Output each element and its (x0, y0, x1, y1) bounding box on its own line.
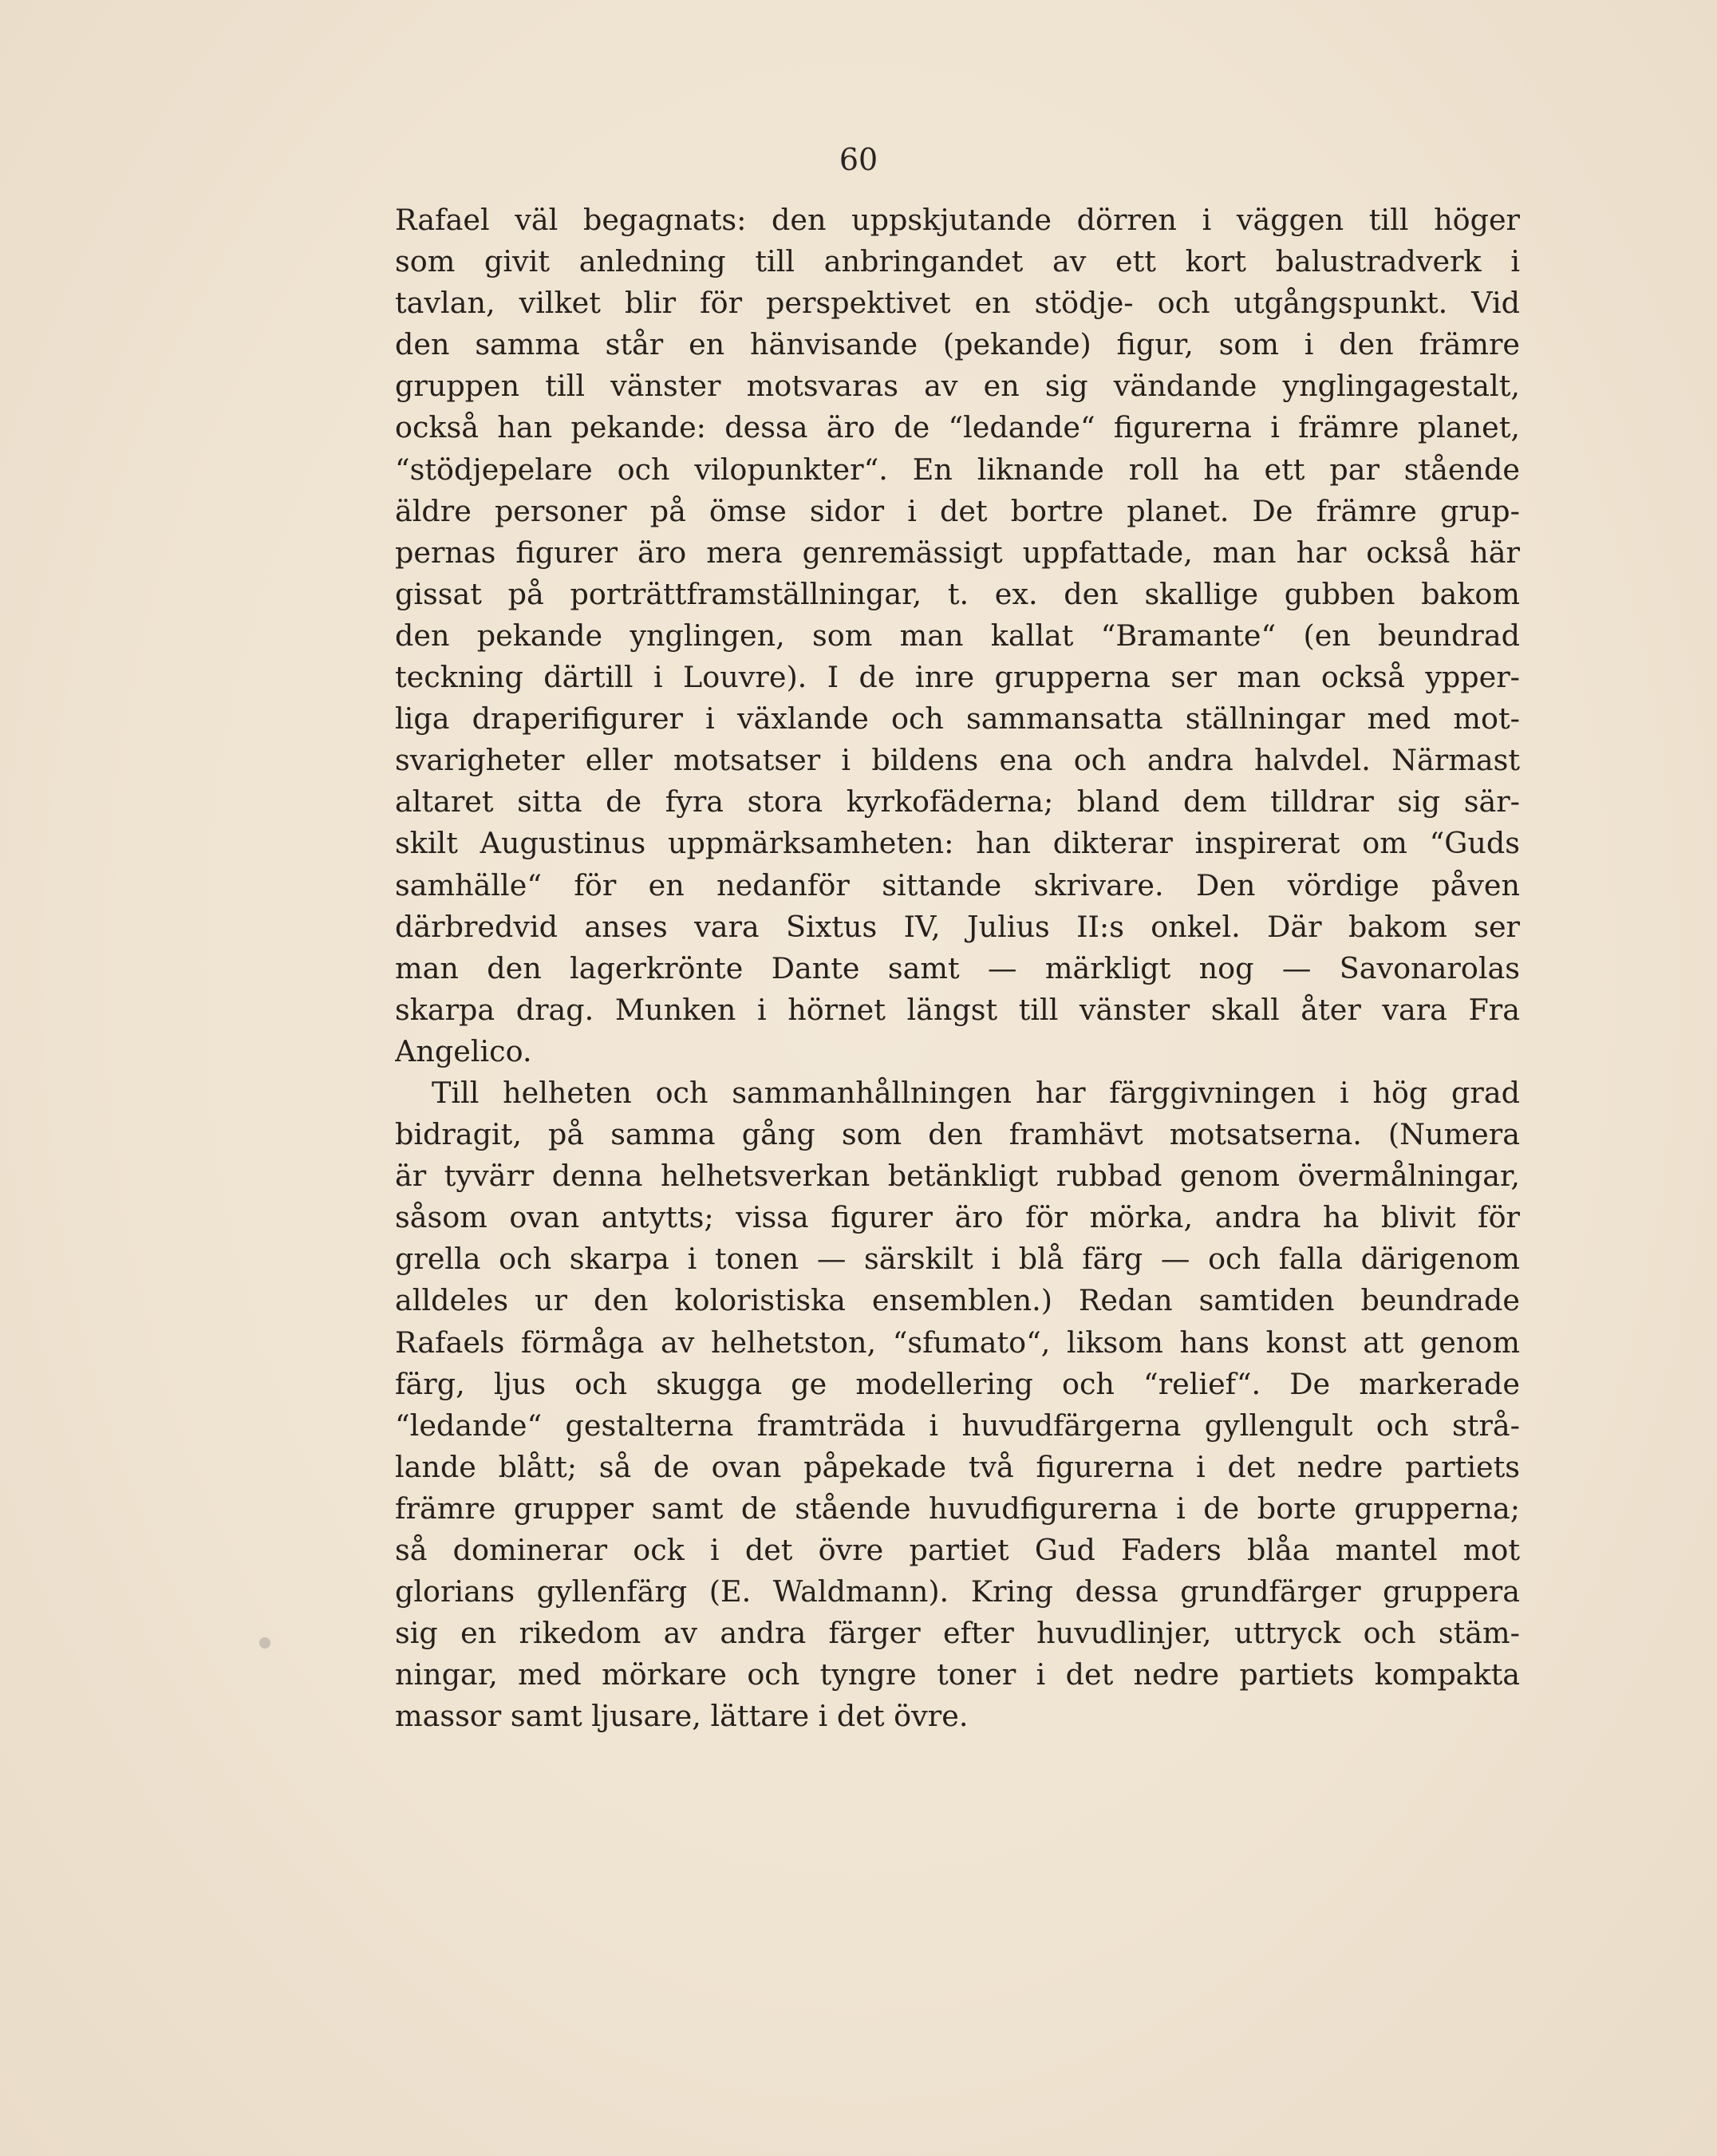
text-line: skilt Augustinus uppmärksamheten: han dikterar inspirerat om “Guds (395, 826, 1520, 861)
text-line: massor samt ljusare, lättare i det övre. (395, 1699, 969, 1734)
text-line: lande blått; så de ovan påpekade två figurerna i det nedre partiets (395, 1449, 1520, 1484)
text-line: tavlan, vilket blir för perspektivet en stödje- och utgångspunkt. Vid (395, 286, 1520, 321)
text-line: altaret sitta de fyra stora kyrkofäderna; bland dem tilldrar sig sär- (395, 784, 1520, 819)
text-line: alldeles ur den koloristiska ensemblen.) Redan samtiden beundrade (395, 1283, 1520, 1318)
text-line: Rafael väl begagnats: den uppskjutande dörren i väggen till höger (395, 203, 1520, 237)
text-line: Angelico. (395, 1033, 532, 1068)
text-line: man den lagerkrönte Dante samt — märkligt nog — Savonarolas (395, 950, 1520, 985)
paper-speck (259, 1637, 270, 1649)
text-line: “ledande“ gestalterna framträda i huvudfärgerna gyllengult och strå- (395, 1408, 1520, 1443)
text-line: skarpa drag. Munken i hörnet längst till vänster skall åter vara Fra (395, 992, 1520, 1027)
text-line: som givit anledning till anbringandet av ett kort balustradverk i (395, 244, 1520, 279)
text-line: liga draperifigurer i växlande och sammansatta ställningar med mot- (395, 701, 1520, 736)
text-line: sig en rikedom av andra färger efter huvudlinjer, uttryck och stäm- (395, 1616, 1520, 1651)
text-line: så dominerar ock i det övre partiet Gud Faders blåa mantel mot (395, 1533, 1520, 1567)
text-line: äldre personer på ömse sidor i det bortre planet. De främre grup- (395, 493, 1520, 528)
text-line: svarigheter eller motsatser i bildens ena och andra halvdel. Närmast (395, 743, 1520, 778)
text-line: gissat på porträttframställningar, t. ex. den skallige gubben bakom (395, 576, 1520, 611)
text-line: såsom ovan antytts; vissa figurer äro för mörka, andra ha blivit för (395, 1200, 1520, 1235)
text-line: pernas figurer äro mera genremässigt uppfattade, man har också här (395, 535, 1520, 570)
text-line: grella och skarpa i tonen — särskilt i blå färg — och falla därigenom (395, 1242, 1520, 1277)
text-line: färg, ljus och skugga ge modellering och “relief“. De markerade (395, 1366, 1520, 1401)
text-line: teckning därtill i Louvre). I de inre grupperna ser man också ypper- (395, 660, 1520, 695)
body-text (395, 199, 1520, 1737)
text-line: Rafaels förmåga av helhetston, “sfumato“, liksom hans konst att genom (395, 1325, 1520, 1360)
text-line: ningar, med mörkare och tyngre toner i det nedre partiets kompakta (395, 1657, 1520, 1692)
text-line: främre grupper samt de stående huvudfigurerna i de borte grupperna; (395, 1491, 1520, 1526)
text-line: “stödjepelare och vilopunkter“. En liknande roll ha ett par stående (395, 452, 1520, 487)
text-line: är tyvärr denna helhetsverkan betänkligt rubbad genom övermålningar, (395, 1159, 1520, 1194)
text-line: den samma står en hänvisande (pekande) figur, som i den främre (395, 327, 1520, 362)
text-line: bidragit, på samma gång som den framhävt motsatserna. (Numera (395, 1117, 1520, 1152)
text-line: därbredvid anses vara Sixtus IV, Julius II:s onkel. Där bakom ser (395, 909, 1520, 944)
page-number: 60 (839, 142, 878, 177)
text-line: Till helheten och sammanhållningen har färggivningen i hög grad (432, 1075, 1520, 1110)
text-line: samhälle“ för en nedanför sittande skrivare. Den vördige påven (395, 867, 1520, 902)
text-line: också han pekande: dessa äro de “ledande“ figurerna i främre planet, (395, 410, 1520, 445)
text-line: gruppen till vänster motsvaras av en sig vändande ynglingagestalt, (395, 369, 1520, 404)
text-line: glorians gyllenfärg (E. Waldmann). Kring dessa grundfärger gruppera (395, 1574, 1520, 1609)
text-line: den pekande ynglingen, som man kallat “Bramante“ (en beundrad (395, 618, 1520, 653)
